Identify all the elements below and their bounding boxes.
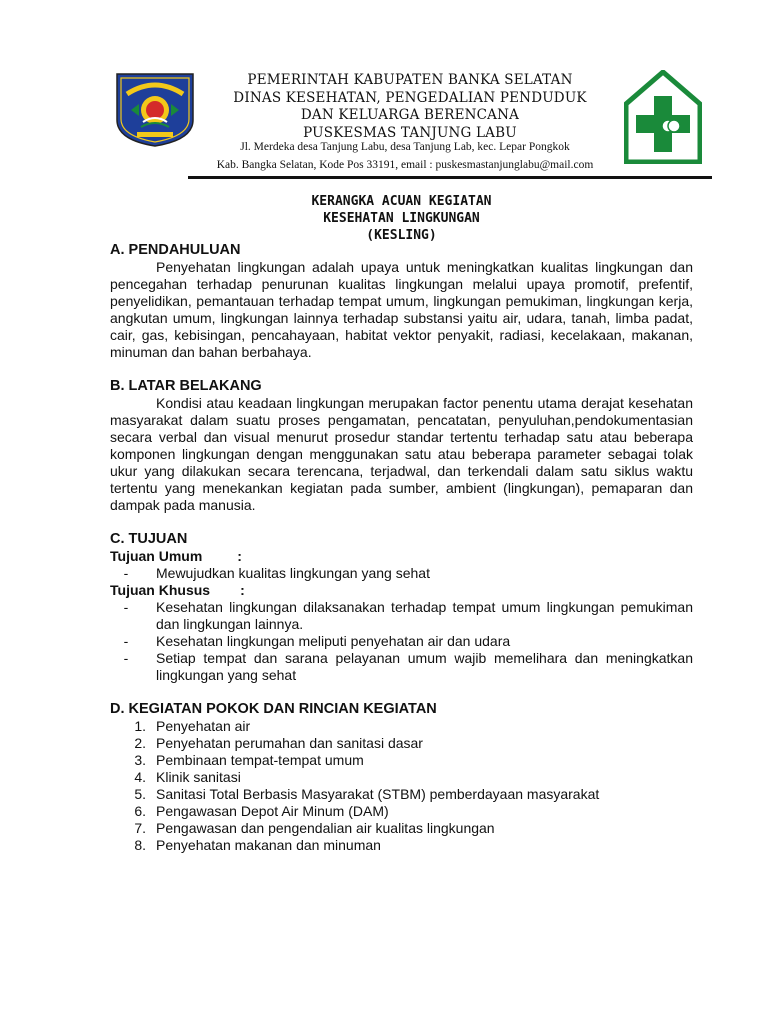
kegiatan-item: 1. Penyehatan air	[134, 718, 251, 734]
tujuan-umum-item: - Mewujudkan kualitas lingkungan yang sehat	[123, 565, 430, 581]
section-b-paragraph: Kondisi atau keadaan lingkungan merupakan factor penentu utama derajat kesehatan masyarakat dalam suatu proses pengamatan, pencatatan, penyuluhan,pendokumentasian secara verbal dan visual menurut prosedur standar tertentu terhadap satu atau beberapa komponen lingkungan dengan menggunakan satu atau beberapa parameter sebagai tolak ukur yang dilakukan secara terencana, terjadwal, dan terkendali dalam satu siklus waktu tertentu yang menekankan kegiatan pada sumber, ambient (lingkungan), pemaparan dan dampak pada manusia.	[110, 395, 693, 513]
kegiatan-item: 5. Sanitasi Total Berbasis Masyarakat (STBM) pemberdayaan masyarakat	[134, 786, 600, 802]
document-body	[110, 242, 693, 854]
title-line-3: (KESLING)	[366, 228, 437, 243]
kegiatan-item: 3. Pembinaan tempat-tempat umum	[134, 752, 364, 768]
tujuan-khusus-item: - Kesehatan lingkungan dilaksanakan terhadap tempat umum lingkungan pemukiman dan lingkungan lainnya.	[123, 599, 693, 632]
section-a-heading: A. PENDAHULUAN	[110, 242, 241, 258]
section-a-paragraph: Penyehatan lingkungan adalah upaya untuk meningkatkan kualitas lingkungan dan pencegahan terhadap penurunan kualitas lingkungan melalui upaya promotif, prefentif, penyelidikan, pemantauan terhadap tempat umum, lingkungan pemukiman, lingkungan kerja, angkutan umum, lingkungan lainnya terhadap substansi yaitu air, udara, tanah, limba padat, cair, gas, kebisingan, pencahayaan, habitat vektor penyakit, radiasi, kecelakaan, makanan, minuman dan bahan berbahaya.	[110, 259, 693, 360]
tujuan-khusus-item: - Kesehatan lingkungan meliputi penyehatan air dan udara	[123, 633, 511, 649]
kegiatan-item: 8. Penyehatan makanan dan minuman	[134, 837, 381, 853]
section-c-heading: C. TUJUAN	[110, 531, 188, 547]
letterhead-contact: Kab. Bangka Selatan, Kode Pos 33191, email : puskesmastanjunglabu@mail.com	[216, 159, 594, 171]
letterhead-line-agency-cont: DAN KELUARGA BERENCANA	[300, 107, 520, 123]
document-title	[110, 193, 693, 244]
letterhead-address: Jl. Merdeka desa Tanjung Labu, desa Tanjung Lab, kec. Lepar Pongkok	[240, 141, 570, 153]
letterhead-line-puskesmas: PUSKESMAS TANJUNG LABU	[303, 124, 517, 141]
kegiatan-item: 7. Pengawasan dan pengendalian air kualitas lingkungan	[134, 820, 495, 836]
kegiatan-item: 6. Pengawasan Depot Air Minum (DAM)	[134, 803, 389, 819]
kegiatan-item: 2. Penyehatan perumahan dan sanitasi dasar	[134, 735, 423, 751]
letterhead-divider	[188, 176, 712, 179]
bangka-selatan-emblem-icon	[113, 70, 197, 148]
tujuan-umum-label: Tujuan Umum :	[110, 548, 242, 564]
section-b-heading: B. LATAR BELAKANG	[110, 378, 262, 394]
title-line-1: KERANGKA ACUAN KEGIATAN	[311, 194, 492, 209]
title-line-2: KESEHATAN LINGKUNGAN	[323, 211, 480, 226]
letterhead	[200, 72, 620, 142]
tujuan-khusus-label: Tujuan Khusus :	[110, 582, 245, 598]
letterhead-line-government: PEMERINTAH KABUPATEN BANKA SELATAN	[247, 72, 573, 88]
puskesmas-logo-icon	[624, 70, 702, 164]
kegiatan-item: 4. Klinik sanitasi	[134, 769, 241, 785]
letterhead-line-agency: DINAS KESEHATAN, PENGEDALIAN PENDUDUK	[233, 89, 587, 106]
section-d-heading: D. KEGIATAN POKOK DAN RINCIAN KEGIATAN	[110, 701, 437, 717]
tujuan-khusus-item: - Setiap tempat dan sarana pelayanan umum wajib memelihara dan meningkatkan lingkungan yang sehat	[123, 650, 693, 683]
